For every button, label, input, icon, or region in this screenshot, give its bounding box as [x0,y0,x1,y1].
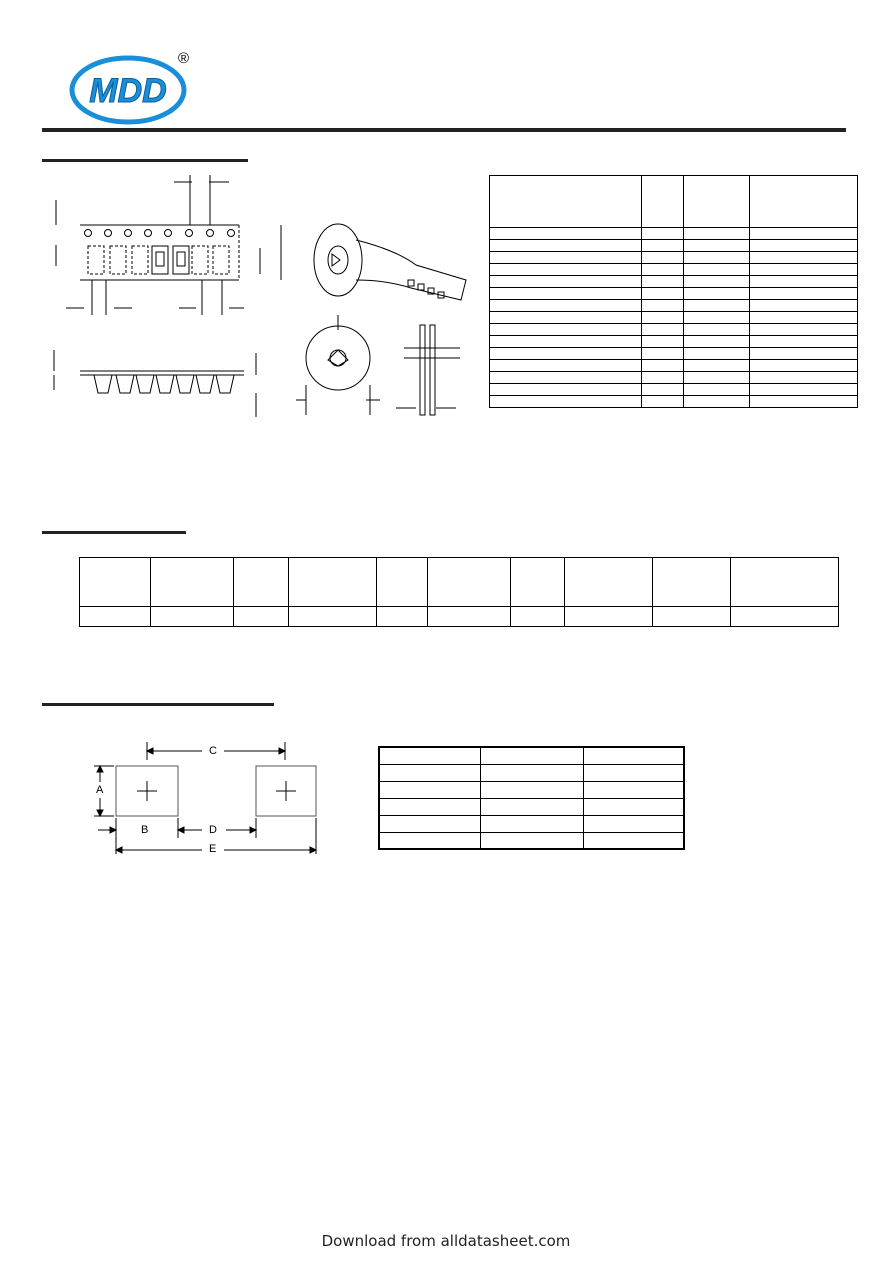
carrier-tape-side-view [44,345,274,420]
section-rule-land-pattern [42,703,274,706]
header-rule [42,128,846,132]
footer-download-text[interactable]: Download from alldatasheet.com [321,1232,571,1250]
carrier-tape-top-view [44,170,299,320]
dim-label-e: E [209,843,217,855]
ordering-table [79,557,839,627]
reel-drawing [296,210,471,420]
logo-text: MDD [89,72,167,110]
reel-spec-table [489,175,858,408]
section-rule-packaging [42,159,248,162]
dim-label-c: C [209,745,217,757]
registered-mark: ® [178,50,190,67]
land-pattern-drawing [92,740,327,860]
land-pattern-table [378,746,685,850]
dim-label-a: A [96,784,104,796]
dim-label-d: D [209,824,217,836]
dim-label-b: B [141,824,149,836]
section-rule-ordering [42,531,186,534]
